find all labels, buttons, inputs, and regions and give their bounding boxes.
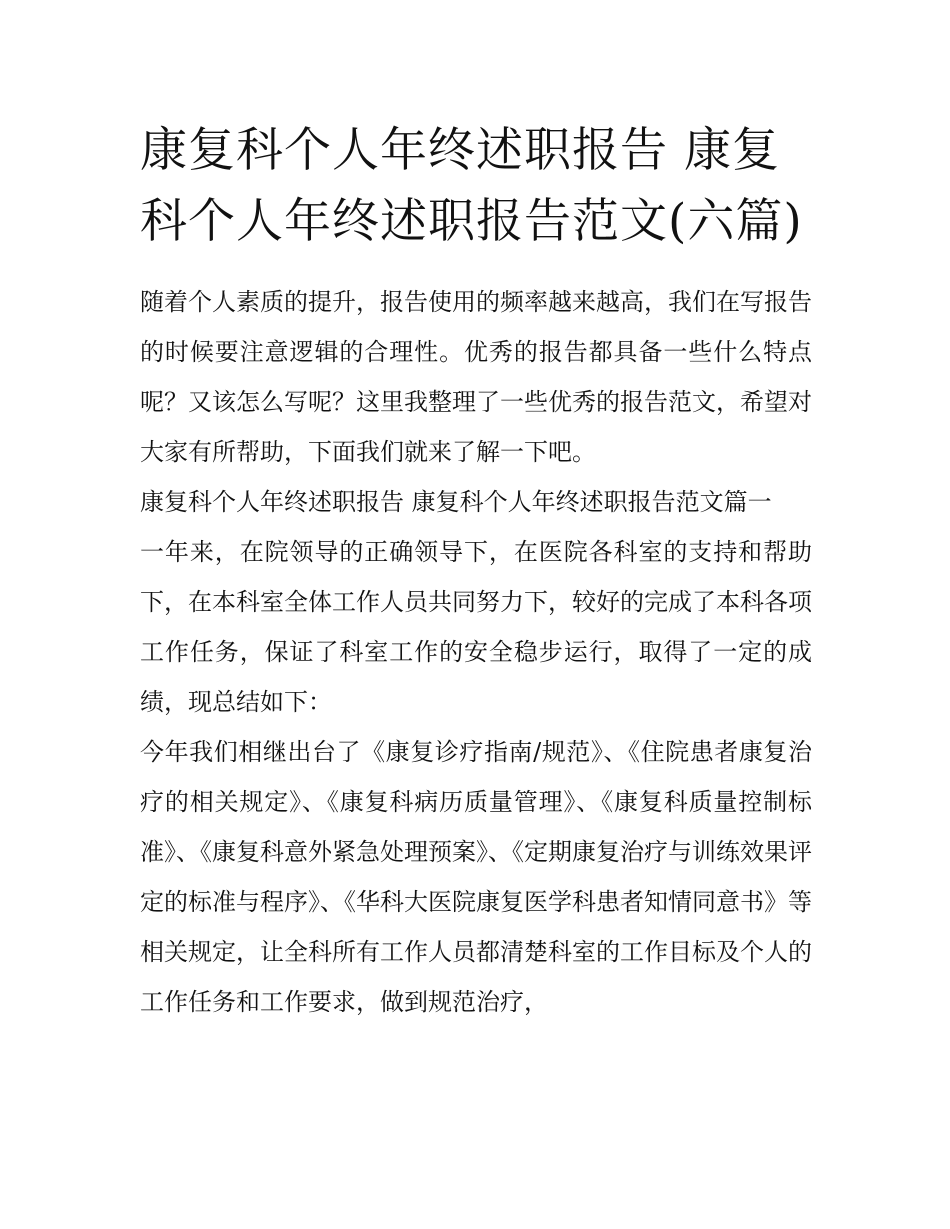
intro-paragraph: 随着个人素质的提升，报告使用的频率越来越高，我们在写报告的时候要注意逻辑的合理性。优秀的报告都具备一些什么特点呢？又该怎么写呢？这里我整理了一些优秀的报告范文，希望对大家有所帮助，下面我们就来了解一下吧。 bbox=[140, 288, 812, 466]
document-page bbox=[140, 115, 812, 1027]
section-heading: 康复科个人年终述职报告 康复科个人年终述职报告范文篇一 bbox=[140, 488, 772, 516]
document-title: 康复科个人年终述职报告 康复科个人年终述职报告范文(六篇) bbox=[140, 123, 803, 249]
body-paragraph: 一年来，在院领导的正确领导下，在医院各科室的支持和帮助下，在本科室全体工作人员共同努力下，较好的完成了本科各项工作任务，保证了科室工作的安全稳步运行，取得了一定的成绩，现总结如下： bbox=[140, 538, 812, 716]
body-paragraph: 今年我们相继出台了《康复诊疗指南/规范》、《住院患者康复治疗的相关规定》、《康复科病历质量管理》、《康复科质量控制标准》、《康复科意外紧急处理预案》、《定期康复治疗与训练效果评定的标准与程序》、《华科大医院康复医学科患者知情同意书》等相关规定，让全科所有工作人员都清楚科室的工作目标及个人的工作任务和工作要求，做到规范治疗， bbox=[140, 738, 812, 1016]
